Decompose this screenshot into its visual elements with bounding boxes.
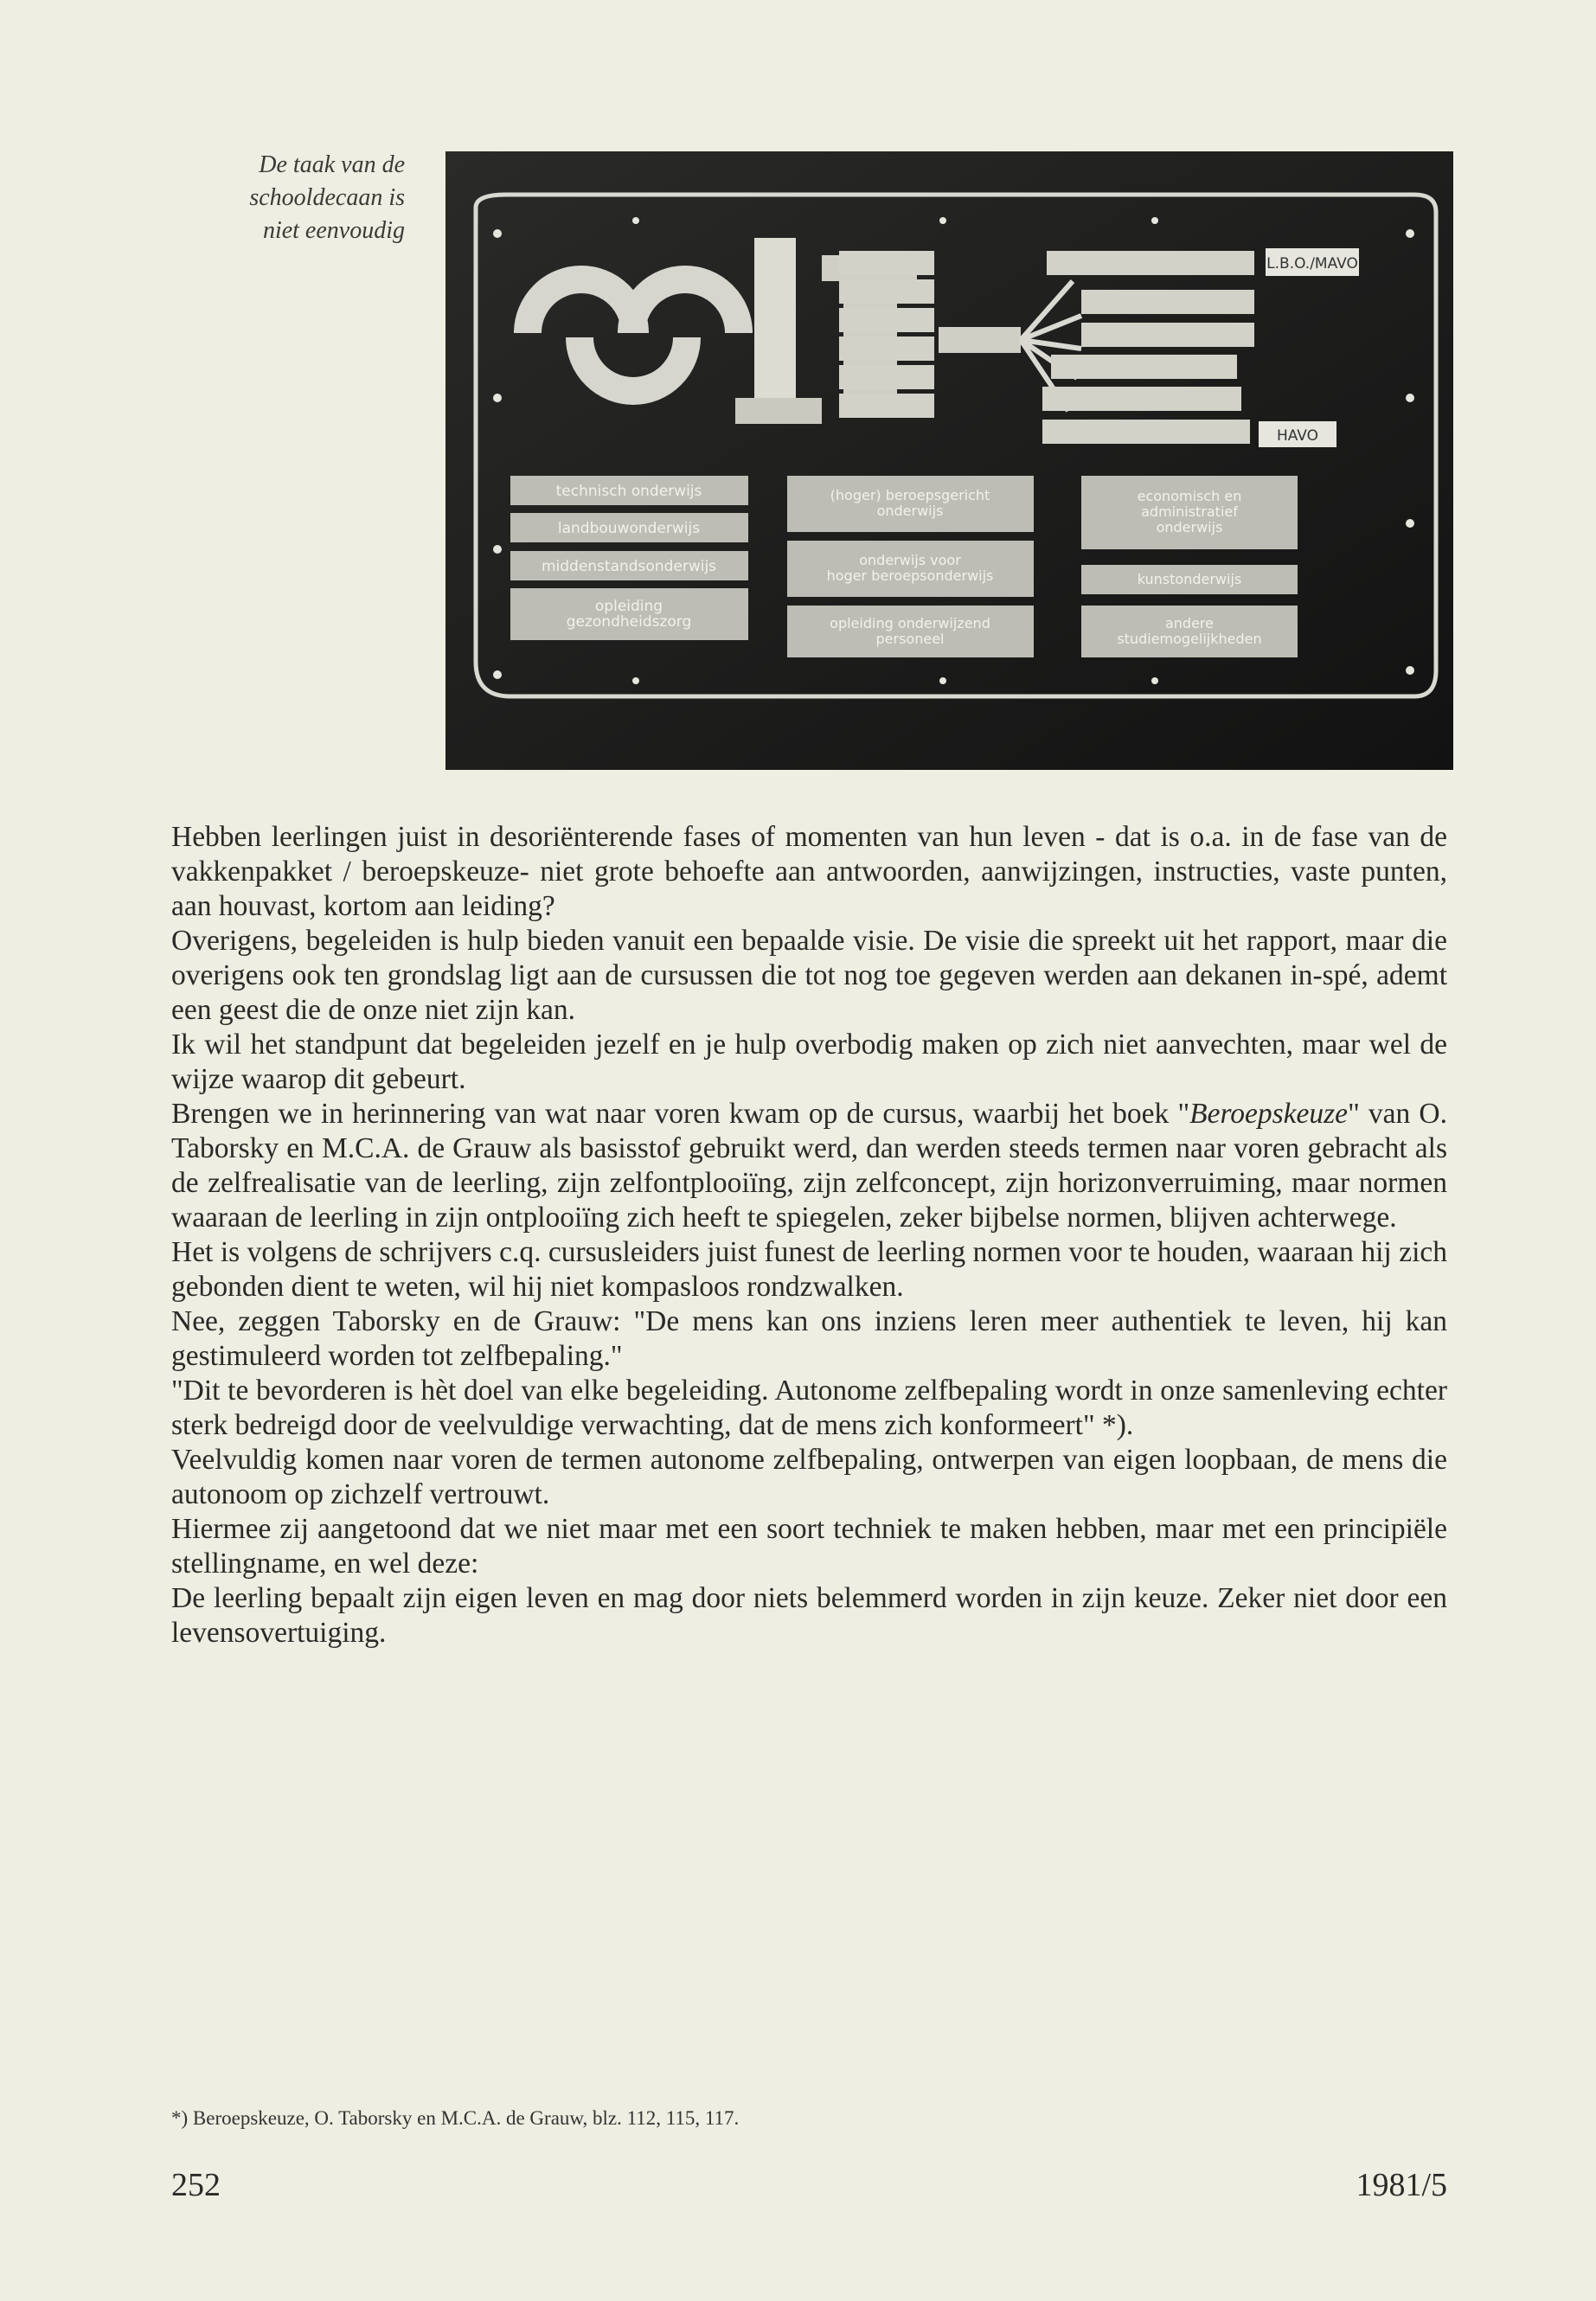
article-body bbox=[171, 820, 1447, 1650]
board-middle-item-2: onderwijs voor hoger beroepsonderwijs bbox=[826, 552, 994, 584]
board-middle-item-1: (hoger) beroepsgericht onderwijs bbox=[830, 487, 990, 519]
board-left-item-1: technisch onderwijs bbox=[555, 483, 702, 500]
paragraph: Veelvuldig komen naar voren de termen autonome zelfbepaling, ontwerpen van eigen loopbaan, de mens die autonoom op zichzelf vertrouwt. bbox=[171, 1444, 1447, 1510]
paragraph: Brengen we in herinnering van wat naar voren kwam op de cursus, waarbij het boek "Beroepskeuze" van O. Taborsky en M.C.A. de Grauw als basisstof gebruikt werd, dan werden steeds termen naar voren gebracht als de zelfrealisatie van de leerling, zijn zelfontplooiïng, zijn zelfconcept, zijn horizonverruiming, maar normen waaraan de leerling in zijn ontplooiïng zich heeft te spiegelen, zeker bijbelse normen, blijven achterwege. bbox=[171, 1098, 1447, 1234]
paragraph: De leerling bepaalt zijn eigen leven en mag door niets belemmerd worden in zijn keuze. Zeker niet door een levensovertuiging. bbox=[171, 1582, 1447, 1649]
paragraph: Ik wil het standpunt dat begeleiden jezelf en je hulp overbodig maken op zich niet aanvechten, maar wel de wijze waarop dit gebeurt. bbox=[171, 1029, 1447, 1095]
board-right-item-3: andere studiemogelijkheden bbox=[1117, 615, 1262, 647]
paragraph: Hebben leerlingen juist in desoriënterende fases of momenten van hun leven - dat is o.a. in de fase van de vakkenpakket / beroepskeuze- niet grote behoefte aan antwoorden, aanwijzingen, instructies, vaste punten, aan houvast, kortom aan leiding? bbox=[171, 821, 1447, 922]
board-illustration bbox=[445, 151, 1453, 770]
board-column-right bbox=[1081, 476, 1298, 657]
board-label-havo-text: HAVO bbox=[1276, 427, 1319, 445]
photo-caption: De taak van de schooldecaan is niet eenvoudig bbox=[249, 151, 405, 244]
issue-number: 1981/5 bbox=[1356, 2167, 1447, 2203]
photo-school-board bbox=[445, 151, 1453, 770]
board-right-item-2: kunstonderwijs bbox=[1137, 571, 1242, 587]
paragraph: Het is volgens de schrijvers c.q. cursusleiders juist funest de leerling normen voor te houden, waaraan hij zich gebonden dient te weten, wil hij niet kompasloos rondzwalken. bbox=[171, 1236, 1447, 1303]
board-column-middle bbox=[787, 476, 1034, 657]
page-number: 252 bbox=[171, 2167, 221, 2203]
paragraph: Hiermee zij aangetoond dat we niet maar met een soort techniek te maken hebben, maar met een principiële stellingname, en wel deze: bbox=[171, 1513, 1447, 1580]
board-column-left bbox=[510, 476, 748, 640]
board-right-item-1: economisch en administratief onderwijs bbox=[1137, 488, 1242, 535]
board-middle-item-3: opleiding onderwijzend personeel bbox=[830, 615, 990, 647]
board-label-lbo-text: L.B.O./MAVO bbox=[1266, 255, 1358, 272]
board-left-item-2: landbouwonderwijs bbox=[557, 520, 701, 537]
board-left-item-4: opleiding gezondheidszorg bbox=[566, 598, 692, 631]
footnote: *) Beroepskeuze, O. Taborsky en M.C.A. de Grauw, blz. 112, 115, 117. bbox=[171, 2107, 740, 2129]
paragraph: Nee, zeggen Taborsky en de Grauw: "De mens kan ons inziens leren meer authentiek te leven, hij kan gestimuleerd worden tot zelfbepaling." bbox=[171, 1305, 1447, 1372]
paragraph: "Dit te bevorderen is hèt doel van elke begeleiding. Autonome zelfbepaling wordt in onze samenleving echter sterk bedreigd door de veelvuldige verwachting, dat de mens zich konformeert" *). bbox=[171, 1375, 1447, 1441]
paragraph: Overigens, begeleiden is hulp bieden vanuit een bepaalde visie. De visie die spreekt uit het rapport, maar die overigens ook ten grondslag ligt aan de cursussen die tot nog toe gegeven werden aan dekanen in-spé, ademt een geest die de onze niet zijn kan. bbox=[171, 925, 1447, 1026]
board-left-item-3: middenstandsonderwijs bbox=[541, 558, 717, 575]
